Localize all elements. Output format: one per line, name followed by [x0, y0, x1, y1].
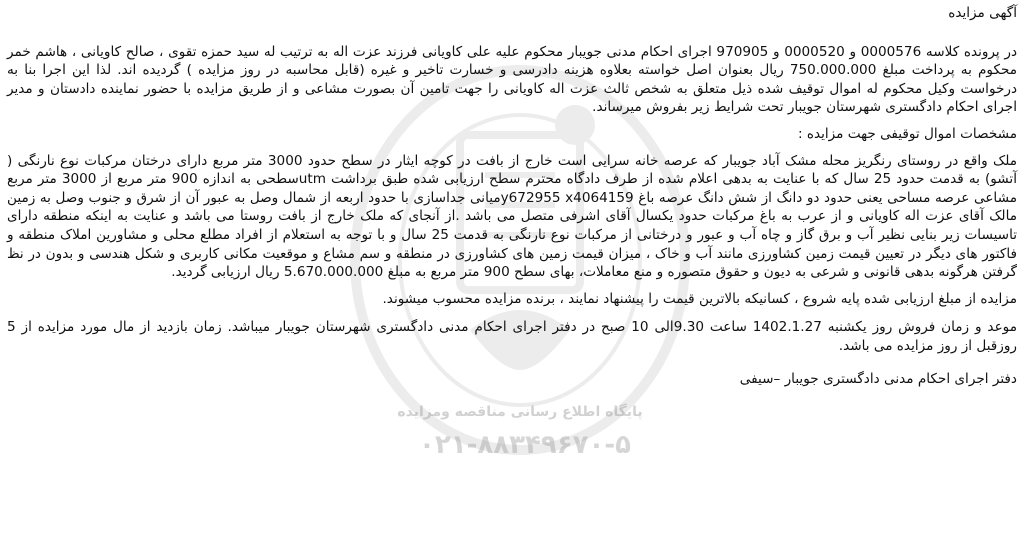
watermark-site-name: پایگاه اطلاع رسانی مناقصه ومزایده: [397, 404, 643, 420]
auction-schedule: موعد و زمان فروش روز یکشنبه 1402.1.27 ساعت 9.30الی 10 صبح در دفتر اجرای احکام مدنی دادگستری شهرستان جویبار میباشد. زمان بازدید از مال مورد مزایده از 5 روزقبل از روز مزایده می باشد.: [7, 319, 1017, 354]
auction-notice: [7, 4, 1017, 388]
property-description: ملک واقع در روستای رنگریز محله مشک آباد جویبار که عرصه خانه سرایی است خارج از بافت در کوچه ایثار در سطح حدود 3000 متر مربع دارای درختان مرکبات نوع نارنگی ( آتشو) به قدمت حدود 25 سال که با عنایت به بدهی اعلام شده از طرف دادگاه محترم سطح ارزیابی شده طبق برداشت utmسطحی به اندازه 900 متر مربع از 3000 متر مربع مشاعی عرصه مساحی یعنی حدود دو دانگ از شش دانگ عرصه باغ y672955 x4064159میانی جداسازی با حدود اربعه از شمال وصل به عبور آن از شرق و جنوب وصل به زمین مالک آقای عزت اله کاویانی و از عرب به باغ مرکبات حدود یکسال آقای اشرفی متصل می باشد .از آنجای که ملک خارج از بافت روستا می باشد و عنایت به اینکه منطقه دارای تاسیسات زیر بنایی نظیر آب و برق گاز و چاه آب و عبور و درختانی از مرکبات نوع نارنگی به قدمت 25 سال و با توجه به استعلام از افراد مطلع محلی و مشاورین املاک منطقه و فاکتور های دیگر در تعیین قیمت زمین کشاورزی مانند آب و خاک ، میزان قیمت زمین های کشاورزی در منطقه و سم مشاع و موقعیت مکانی کاربری و شکل هندسی و بدون در نظ گرفتن هرگونه بدهی قانونی و شرعی به دیون و حقوق متصوره و منع معاملات، بهای سطح 900 متر مربع به مبلغ 5.670.000.000 ریال ارزیابی گردید.: [7, 152, 1017, 281]
bidding-terms: مزایده از مبلغ ارزیابی شده پایه شروع ، کسانیکه بالاترین قیمت را پیشنهاد نمایند ، برنده مزایده محسوب میشوند.: [382, 290, 1017, 307]
notice-intro: در پرونده کلاسه 0000576 و 0000520 و 970905 اجرای احکام مدنی جویبار محکوم علیه علی کاویانی فرزند عزت اله به ترتیب له سید حمزه تقوی ، صالح کاویانی ، هاشم خمر محکوم به پرداخت مبلغ 750.000.000 ریال بعنوان اصل خواسته بعلاوه هزینه دادرسی و خسارت تاخیر و غیره (قابل محاسبه در روز مزایده ) گردیده اند. لذا این اجرا بنا به درخواست وکیل محکوم له اموال توقیف شده ذیل متعلق به شخص ثالث عزت اله کاویانی را جهت تامین آن بصورت مشاعی و از طریق مزایده با حضور نماینده دادستان و مدیر اجرای احکام دادگستری شهرستان جویبار تحت شرایط زیر بفروش میرساند.: [7, 43, 1018, 116]
watermark-phone: ۰۲۱-۸۸۳۴۹۶۷۰-۵: [418, 430, 631, 460]
notice-signature: دفتر اجرای احکام مدنی دادگستری جویبار –سیفی: [739, 370, 1017, 387]
section-heading: مشخصات اموال توقیفی جهت مزایده :: [797, 125, 1017, 142]
notice-title: آگهی مزایده: [948, 5, 1017, 21]
